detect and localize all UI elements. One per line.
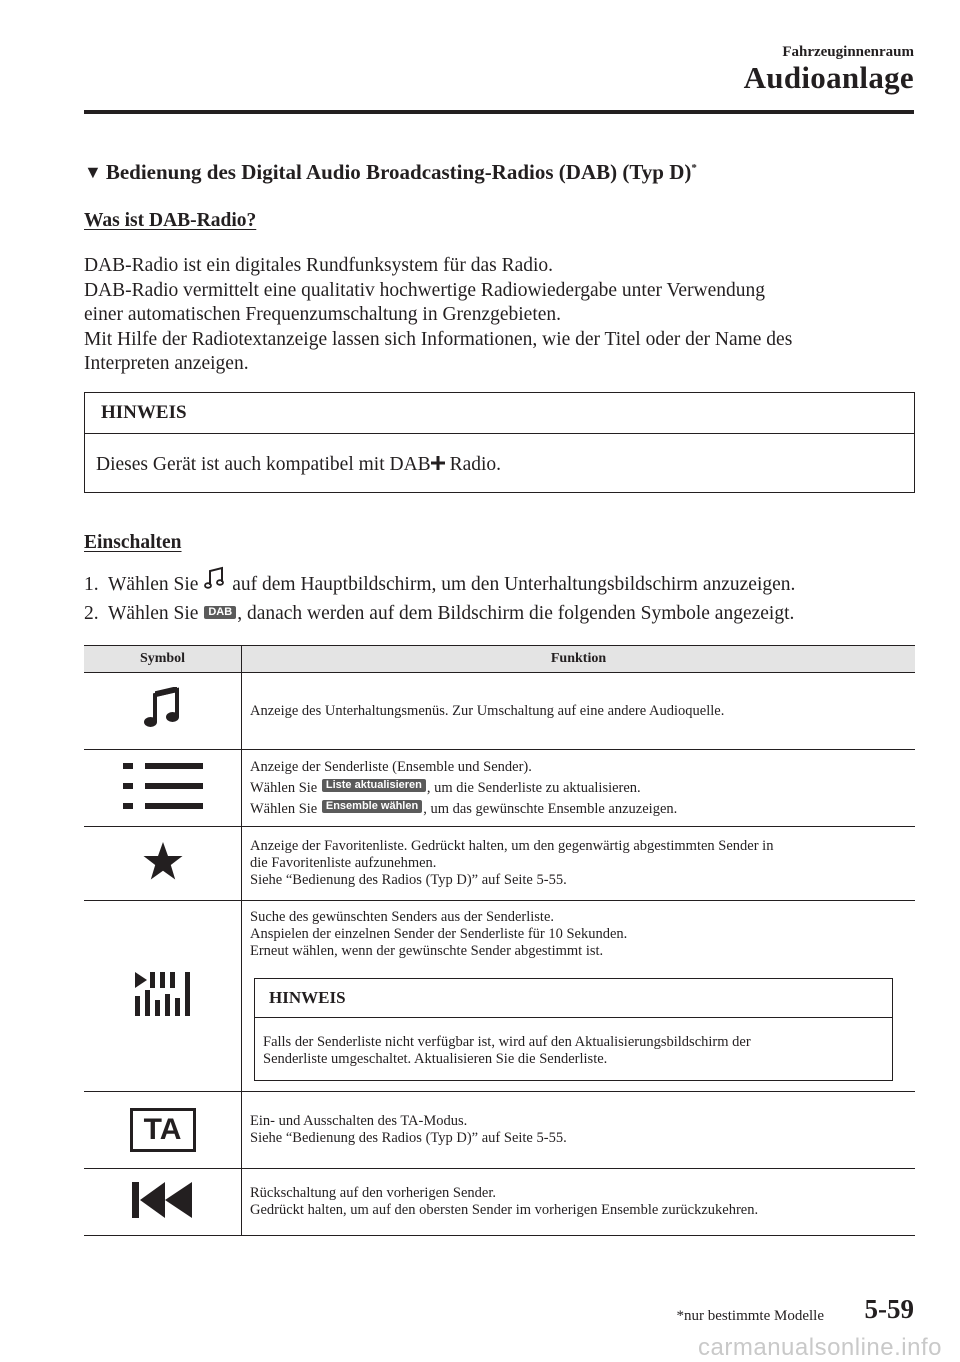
intro-line: DAB-Radio vermittelt eine qualitativ hochwertige Radiowiedergabe unter Verwendung [84,279,766,301]
skip-back-icon [132,1180,194,1220]
plus-icon [431,456,445,470]
function-text: Anzeige der Senderliste (Ensemble und Sender). [250,758,532,775]
update-list-button: Liste aktualisieren [322,779,426,792]
watermark: carmanualsonline.info [698,1334,942,1361]
note-text-after: Radio. [444,454,502,475]
scan-icon [134,970,192,1018]
intro-paragraph [84,254,914,377]
intro-line: Mit Hilfe der Radiotextanzeige lassen sich Informationen, wie der Titel oder der Name des [84,328,793,350]
heading-einschalten: Einschalten [84,532,182,553]
function-text: die Favoritenliste aufzunehmen. [250,855,437,871]
function-text: Anspielen der einzelnen Sender der Senderliste für 10 Sekunden. [250,926,628,942]
symbol-table [84,645,915,1236]
star-icon [143,841,183,881]
table-row [84,1169,915,1236]
table-row [84,673,915,750]
step-number: 1. [84,574,99,595]
intro-line: Interpreten anzeigen. [84,353,249,374]
note-heading: HINWEIS [255,979,892,1018]
note-box [84,392,915,493]
section-title [84,160,697,185]
heading-what-is-dab: Was ist DAB-Radio? [84,210,257,231]
note-text [85,434,914,476]
function-text: Rückschaltung auf den vorherigen Sender. [250,1185,497,1201]
function-text: Suche des gewünschten Senders aus der Senderliste. [250,909,555,925]
note-text-before: Dieses Gerät ist auch kompatibel mit DAB [96,454,431,475]
note-line: Falls der Senderliste nicht verfügbar ist, wird auf den Aktualisierungsbildschirm der [263,1034,751,1050]
header-chapter: Audioanlage [743,60,914,95]
step-1 [84,566,795,599]
step-text: auf dem Hauptbildschirm, um den Unterhaltungsbildschirm anzuzeigen. [232,574,796,595]
function-text: Gedrückt halten, um auf den obersten Sender im vorherigen Ensemble zurückzukehren. [250,1202,759,1218]
music-note-icon [203,566,227,592]
table-header-row [84,646,915,673]
header-rule [84,110,914,114]
step-2 [84,599,795,628]
column-header-function: Funktion [242,646,916,673]
table-row [84,901,915,1092]
column-header-symbol: Symbol [84,646,242,673]
function-text: Erneut wählen, wenn der gewünschte Sender abgestimmt ist. [250,943,604,959]
step-text: , danach werden auf dem Bildschirm die folgenden Symbole angezeigt. [237,603,795,624]
section-title-text: Bedienung des Digital Audio Broadcasting-Radios (DAB) (Typ D) [105,160,692,184]
function-text: Siehe “Bedienung des Radios (Typ D)” auf Seite 5-55. [250,1130,567,1146]
function-text: Anzeige des Unterhaltungsmenüs. Zur Umschaltung auf eine andere Audioquelle. [250,702,725,719]
note-heading: HINWEIS [85,393,914,434]
dab-button: DAB [204,606,236,619]
scan-note-box [254,978,893,1081]
step-text: Wählen Sie [108,574,199,595]
list-icon [123,763,203,809]
function-text: Wählen Sie Ensemble wählen , um das gewünschte Ensemble anzuzeigen. [250,799,678,817]
function-text: Ein- und Ausschalten des TA-Modus. [250,1113,468,1129]
header-section: Fahrzeuginnenraum [782,44,914,60]
intro-line: einer automatischen Frequenzumschaltung in Grenzgebieten. [84,304,562,325]
music-note-icon [143,687,183,731]
intro-line: DAB-Radio ist ein digitales Rundfunksystem für das Radio. [84,255,554,276]
steps-list [84,566,795,628]
table-row [84,750,915,827]
triangle-down-icon: ▼ [84,162,102,182]
ta-icon: TA [130,1108,196,1152]
page-number: 5-59 [864,1294,914,1324]
function-text: Siehe “Bedienung des Radios (Typ D)” auf Seite 5-55. [250,872,567,888]
function-text: Wählen Sie Liste aktualisieren , um die Senderliste zu aktualisieren. [250,778,641,796]
footnote: *nur bestimmte Modelle [676,1308,824,1324]
table-row [84,827,915,901]
select-ensemble-button: Ensemble wählen [322,800,422,813]
table-row [84,1092,915,1169]
function-text: Anzeige der Favoritenliste. Gedrückt halten, um den gegenwärtig abgestimmten Sender in [250,838,774,854]
note-line: Senderliste umgeschaltet. Aktualisieren Sie die Senderliste. [263,1051,608,1067]
asterisk-mark: * [691,162,697,174]
step-text: Wählen Sie [108,603,199,624]
step-number: 2. [84,603,99,624]
